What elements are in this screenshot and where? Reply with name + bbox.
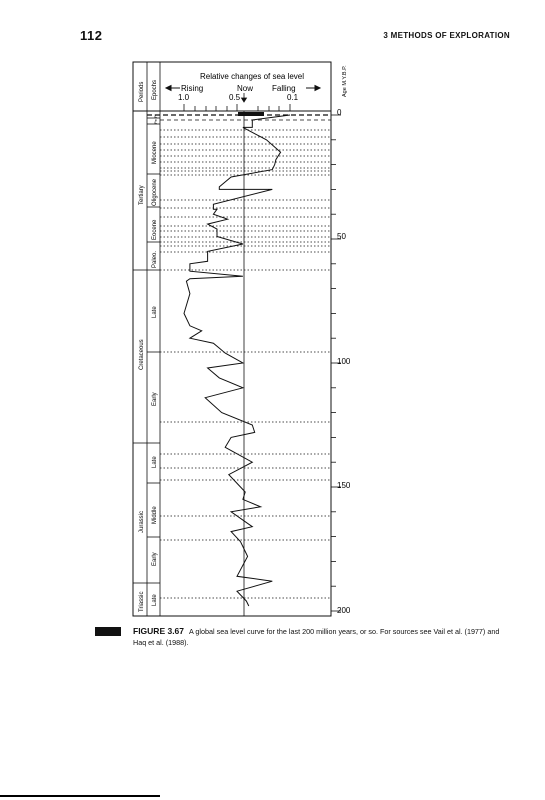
epochs-header: Epochs bbox=[152, 79, 158, 100]
epoch-oligocene: Oligocene bbox=[152, 178, 158, 206]
falling-label: Falling bbox=[272, 84, 296, 93]
period-tertiary: Tertiary bbox=[139, 185, 145, 205]
age-tick-label-150: 150 bbox=[337, 481, 351, 490]
epoch-early-cretaceous: Early bbox=[152, 392, 158, 406]
rising-label: Rising bbox=[181, 84, 204, 93]
figure-label: FIGURE 3.67 bbox=[133, 626, 185, 636]
epoch-pliocene: Pl bbox=[153, 114, 158, 118]
age-tick-label-0: 0 bbox=[337, 108, 342, 117]
caption-text: A global sea level curve for the last 200 million years, or so. For sources see Vail et al. (1977) and Haq et al. (1988). bbox=[133, 627, 500, 647]
falling-arrow-icon bbox=[306, 86, 320, 91]
now-arrow-icon bbox=[242, 93, 247, 102]
age-axis-label: Age M.Y.B.P. bbox=[342, 65, 348, 97]
scale-ticks bbox=[184, 104, 290, 111]
caption-marker bbox=[95, 627, 121, 636]
age-tick-label-50: 50 bbox=[337, 232, 346, 241]
rising-arrow-icon bbox=[166, 86, 180, 91]
period-jurassic: Jurassic bbox=[139, 510, 145, 533]
now-label: Now bbox=[237, 84, 254, 93]
epoch-middle-jurassic: Middle bbox=[152, 506, 158, 524]
epoch-late-cretaceous: Late bbox=[152, 306, 158, 318]
epoch-eocene: Eocene bbox=[152, 219, 158, 240]
age-tick-label-100: 100 bbox=[337, 357, 351, 366]
period-triassic: Triassic bbox=[139, 591, 145, 612]
periods-header: Periods bbox=[139, 81, 145, 102]
epoch-late-jurassic: Late bbox=[152, 456, 158, 468]
age-tick-label-200: 200 bbox=[337, 606, 351, 615]
scale-mid-label: 0.5 bbox=[229, 93, 241, 102]
page-number: 112 bbox=[80, 28, 103, 43]
epoch-early-jurassic: Early bbox=[152, 552, 158, 566]
epoch-late-triassic: Late bbox=[152, 594, 158, 606]
chart-title: Relative changes of sea level bbox=[199, 72, 305, 81]
scale-left-label: 1.0 bbox=[178, 93, 190, 102]
epoch-pleistocene: Pe bbox=[153, 119, 158, 124]
recent-fluctuation-mark bbox=[238, 112, 264, 116]
epoch-miocene: Miocene bbox=[152, 141, 158, 164]
running-head: 3 METHODS OF EXPLORATION bbox=[383, 31, 510, 40]
sea-level-curve bbox=[184, 115, 290, 606]
period-boundaries bbox=[133, 270, 147, 583]
epoch-paleocene: Paleo. bbox=[152, 250, 158, 268]
period-cretaceous: Cretaceous bbox=[139, 339, 145, 370]
figure-caption bbox=[133, 626, 513, 648]
scale-right-label: 0.1 bbox=[287, 93, 299, 102]
page-edge-mark bbox=[0, 795, 160, 797]
